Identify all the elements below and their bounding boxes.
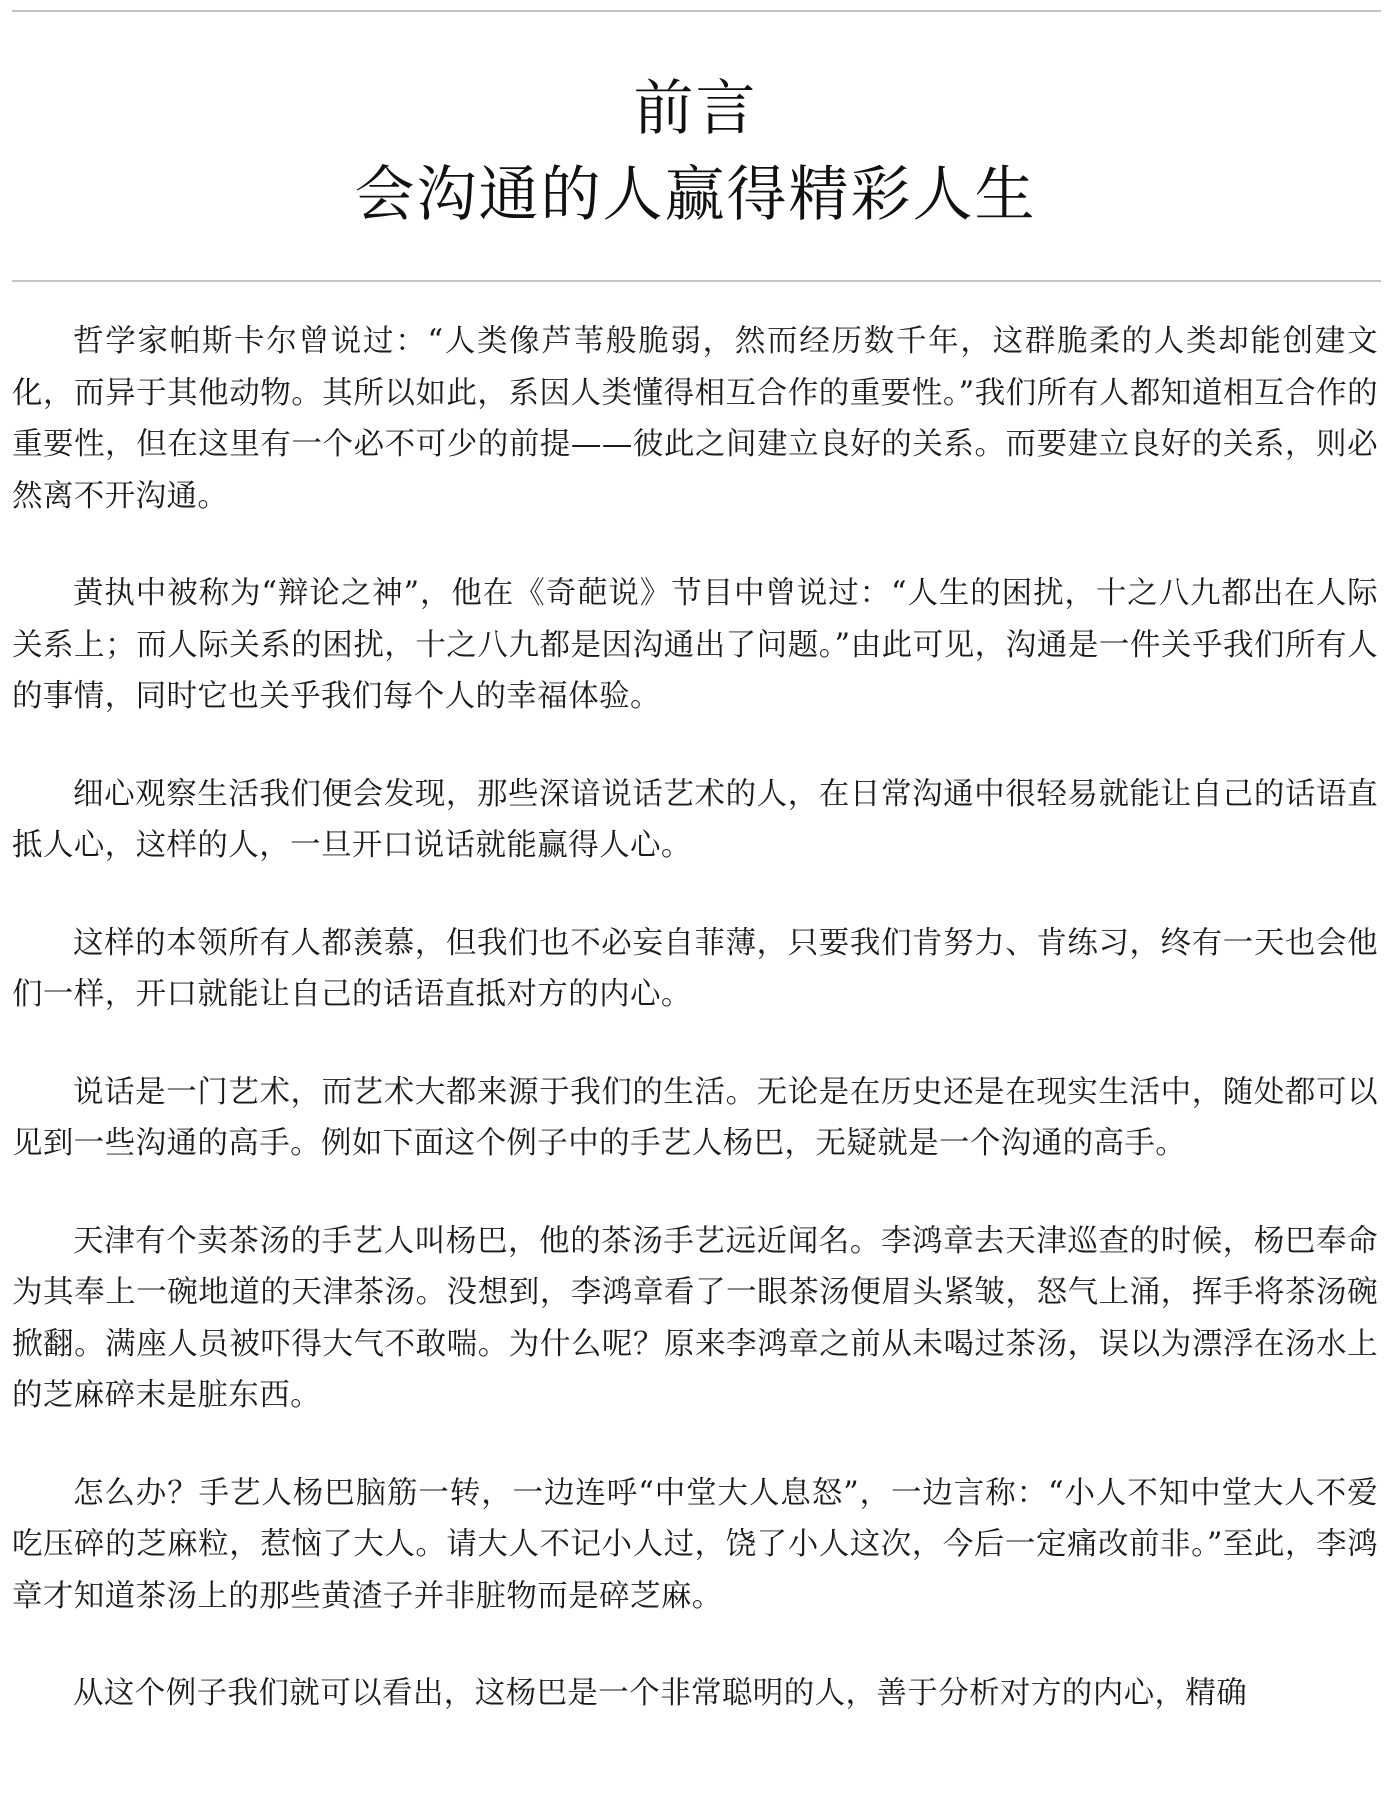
chapter-heading [0,66,1391,238]
paragraph: 怎么办？手艺人杨巴脑筋一转，一边连呼“中堂大人息怒”，一边言称：“小人不知中堂大人不爱吃压碎的芝麻粒，惹恼了大人。请大人不记小人过，饶了小人这次，今后一定痛改前非。”至此，李鸿章才知道茶汤上的那些黄渣子并非脏物而是碎芝麻。 [12,1475,1378,1614]
heading-label: 前言 [633,74,758,144]
paragraph: 从这个例子我们就可以看出，这杨巴是一个非常聪明的人，善于分析对方的内心，精确 [73,1676,1248,1711]
paragraph: 天津有个卖茶汤的手艺人叫杨巴，他的茶汤手艺远近闻名。李鸿章去天津巡查的时候，杨巴奉命为其奉上一碗地道的天津茶汤。没想到，李鸿章看了一眼茶汤便眉头紧皱，怒气上涌，挥手将茶汤碗掀翻。满座人员被吓得大气不敢喘。为什么呢？原来李鸿章之前从未喝过茶汤，误以为漂浮在汤水上的芝麻碎末是脏东西。 [12,1223,1378,1413]
paragraph: 细心观察生活我们便会发现，那些深谙说话艺术的人，在日常沟通中很轻易就能让自己的话语直抵人心，这样的人，一旦开口说话就能赢得人心。 [12,776,1378,863]
body-text [12,316,1378,1766]
heading-divider [12,280,1381,282]
paragraph: 说话是一门艺术，而艺术大都来源于我们的生活。无论是在历史还是在现实生活中，随处都可以见到一些沟通的高手。例如下面这个例子中的手艺人杨巴，无疑就是一个沟通的高手。 [12,1074,1378,1161]
heading-title: 会沟通的人赢得精彩人生 [354,160,1037,230]
paragraph: 哲学家帕斯卡尔曾说过：“人类像芦苇般脆弱，然而经历数千年，这群脆柔的人类却能创建文化，而异于其他动物。其所以如此，系因人类懂得相互合作的重要性。”我们所有人都知道相互合作的重要性，但在这里有一个必不可少的前提——彼此之间建立良好的关系。而要建立良好的关系，则必然离不开沟通。 [12,324,1378,514]
paragraph: 黄执中被称为“辩论之神”，他在《奇葩说》节目中曾说过：“人生的困扰，十之八九都出在人际关系上；而人际关系的困扰，十之八九都是因沟通出了问题。”由此可见，沟通是一件关乎我们所有人的事情，同时它也关乎我们每个人的幸福体验。 [12,576,1378,714]
top-divider [12,10,1381,12]
paragraph: 这样的本领所有人都羡慕，但我们也不必妄自菲薄，只要我们肯努力、肯练习，终有一天也会他们一样，开口就能让自己的话语直抵对方的内心。 [12,925,1378,1012]
